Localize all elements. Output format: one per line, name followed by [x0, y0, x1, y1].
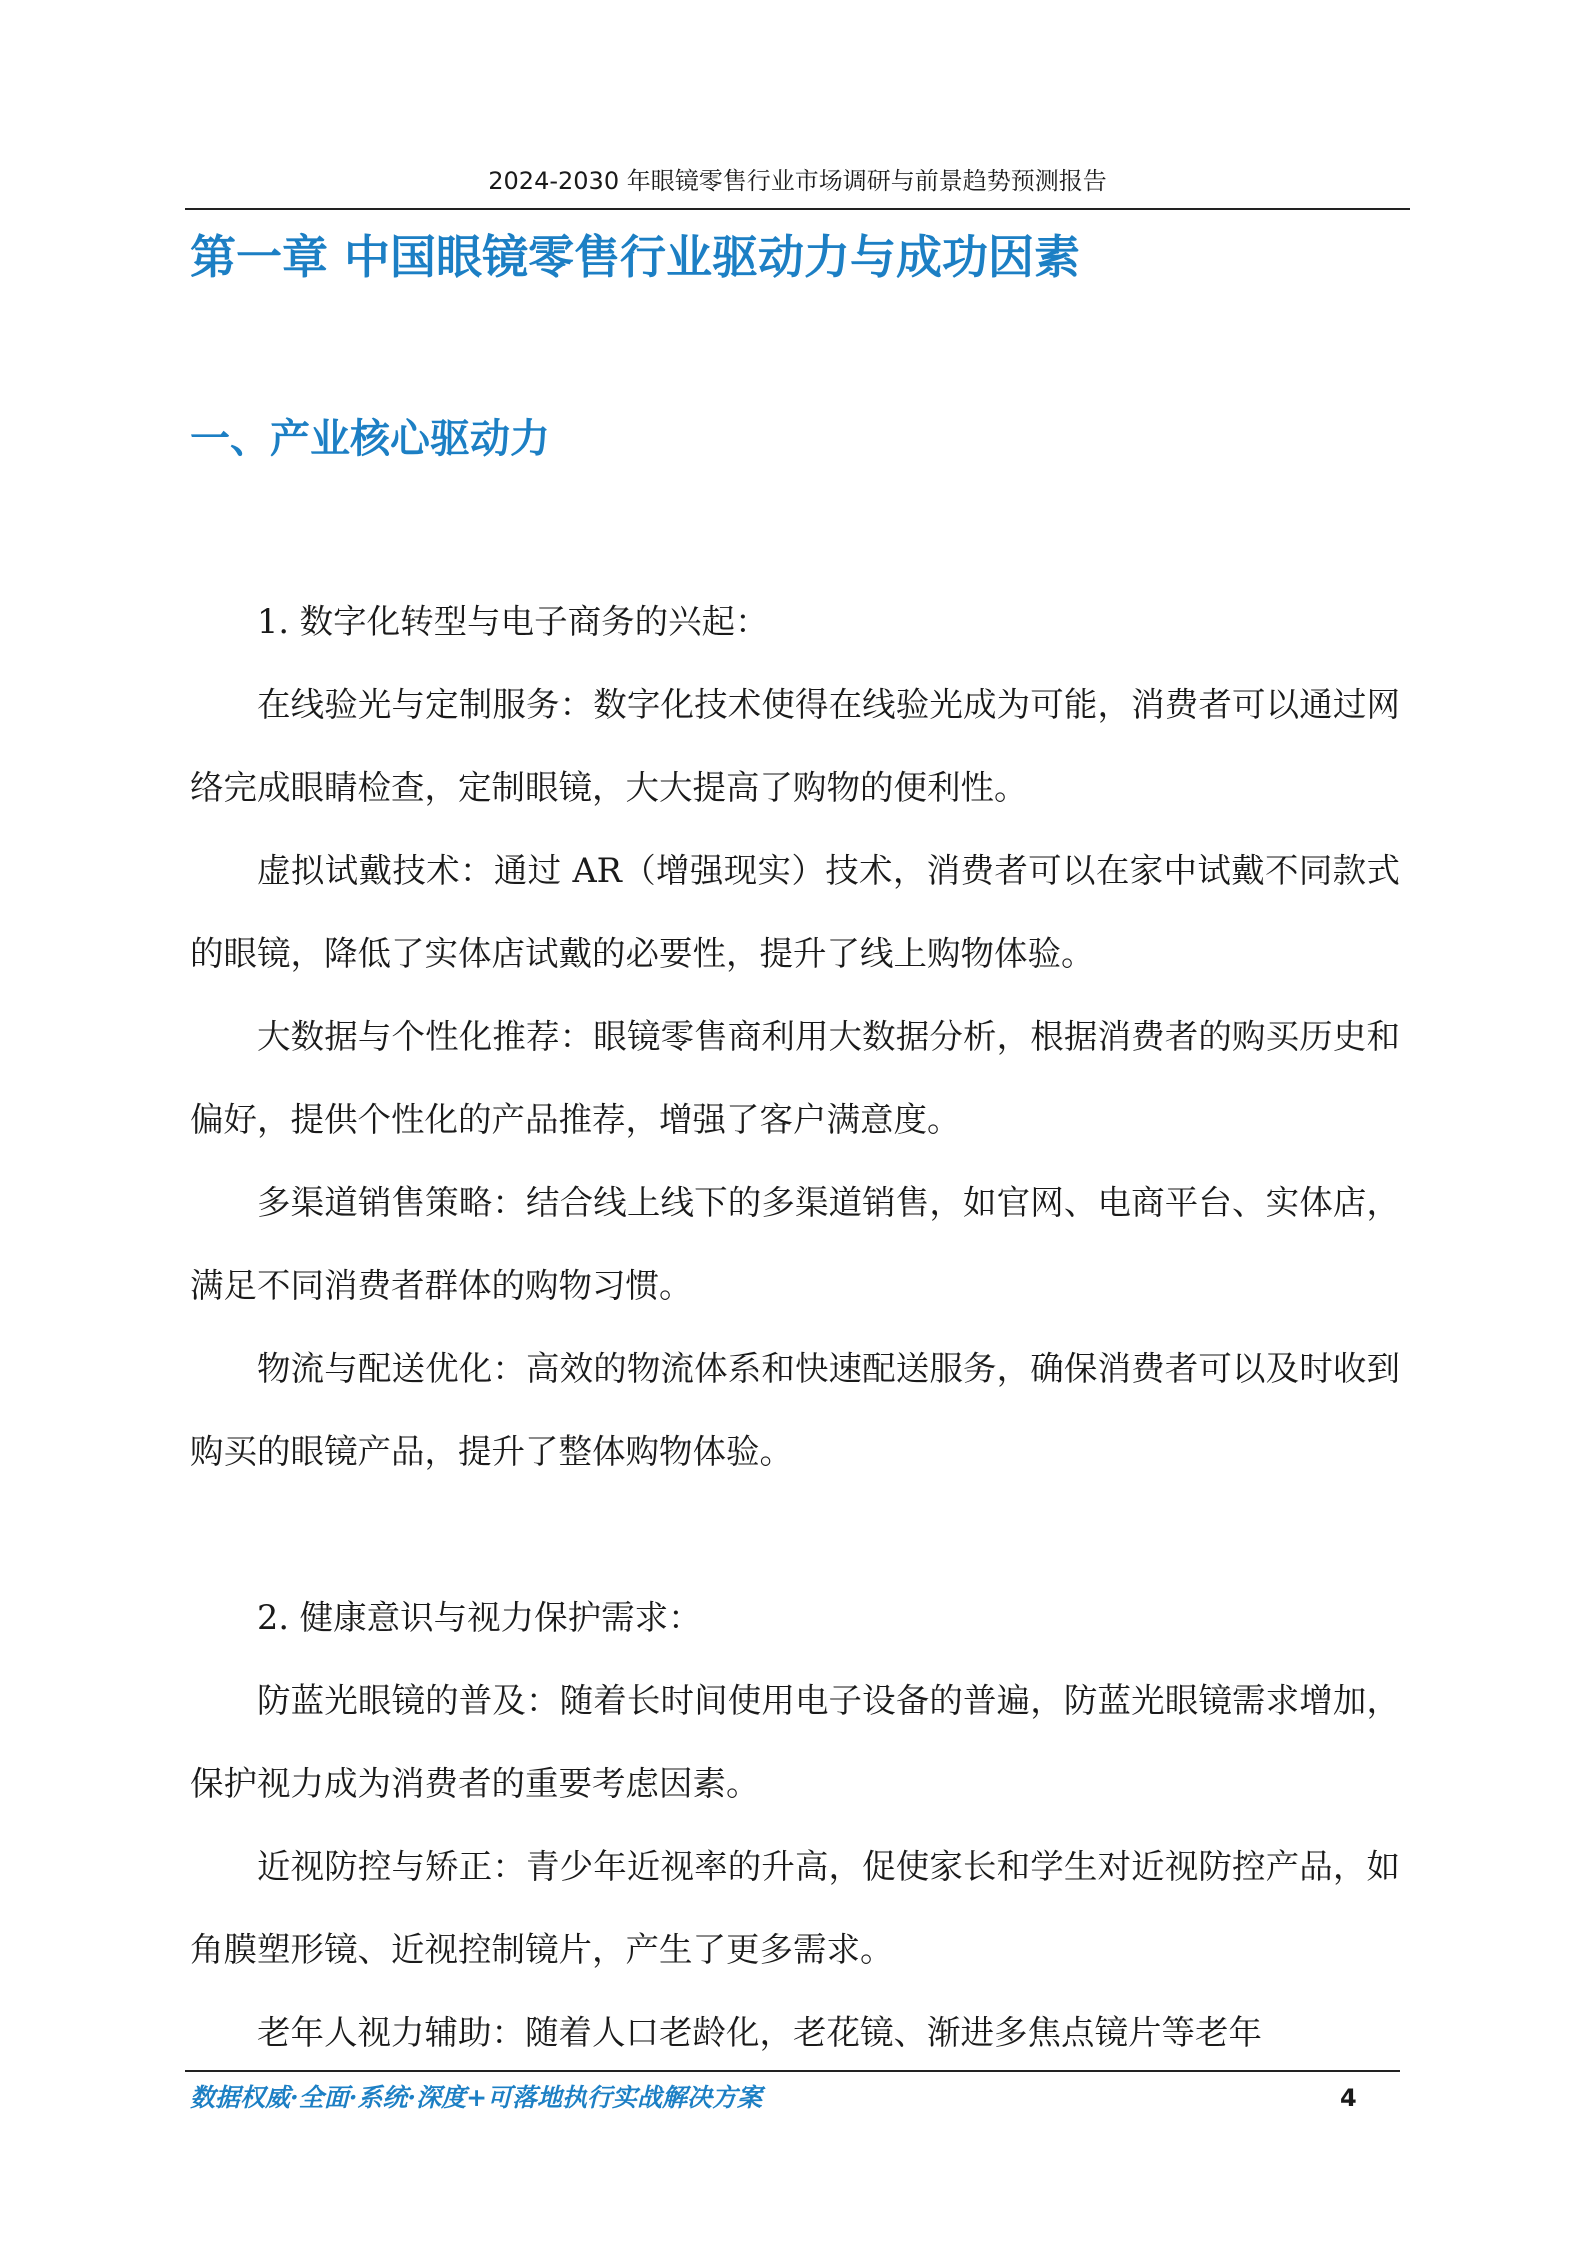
paragraph: 近视防控与矫正：青少年近视率的升高，促使家长和学生对近视防控产品，如角膜塑形镜、近视控制镜片，产生了更多需求。	[190, 1847, 1400, 1969]
footer-slogan: 数据权威·全面·系统·深度+可落地执行实战解决方案	[190, 2083, 763, 2112]
paragraph: 防蓝光眼镜的普及：随着长时间使用电子设备的普遍，防蓝光眼镜需求增加，保护视力成为消费者的重要考虑因素。	[190, 1681, 1400, 1803]
running-header: 2024-2030 年眼镜零售行业市场调研与前景趋势预测报告	[488, 167, 1107, 195]
item-block-1	[190, 580, 1400, 1493]
item-heading: 2. 健康意识与视力保护需求：	[257, 1598, 702, 1637]
section-title: 一、产业核心驱动力	[190, 416, 550, 462]
item-block-2	[190, 1576, 1400, 2074]
paragraph: 在线验光与定制服务：数字化技术使得在线验光成为可能，消费者可以通过网络完成眼睛检查，定制眼镜，大大提高了购物的便利性。	[190, 685, 1400, 807]
paragraph: 物流与配送优化：高效的物流体系和快速配送服务，确保消费者可以及时收到购买的眼镜产品，提升了整体购物体验。	[190, 1349, 1400, 1471]
page-number: 4	[1340, 2084, 1357, 2112]
footer-divider	[185, 2070, 1400, 2072]
chapter-title: 第一章 中国眼镜零售行业驱动力与成功因素	[190, 230, 1081, 284]
spacer	[190, 1493, 1400, 1576]
paragraph: 虚拟试戴技术：通过 AR（增强现实）技术，消费者可以在家中试戴不同款式的眼镜，降低了实体店试戴的必要性，提升了线上购物体验。	[190, 851, 1400, 973]
paragraph: 大数据与个性化推荐：眼镜零售商利用大数据分析，根据消费者的购买历史和偏好，提供个性化的产品推荐，增强了客户满意度。	[190, 1017, 1400, 1139]
item-heading: 1. 数字化转型与电子商务的兴起：	[257, 602, 769, 641]
paragraph: 多渠道销售策略：结合线上线下的多渠道销售，如官网、电商平台、实体店，满足不同消费者群体的购物习惯。	[190, 1183, 1400, 1305]
paragraph: 老年人视力辅助：随着人口老龄化，老花镜、渐进多焦点镜片等老年	[257, 2013, 1262, 2052]
header-divider	[185, 208, 1410, 210]
body-text	[190, 580, 1400, 2074]
